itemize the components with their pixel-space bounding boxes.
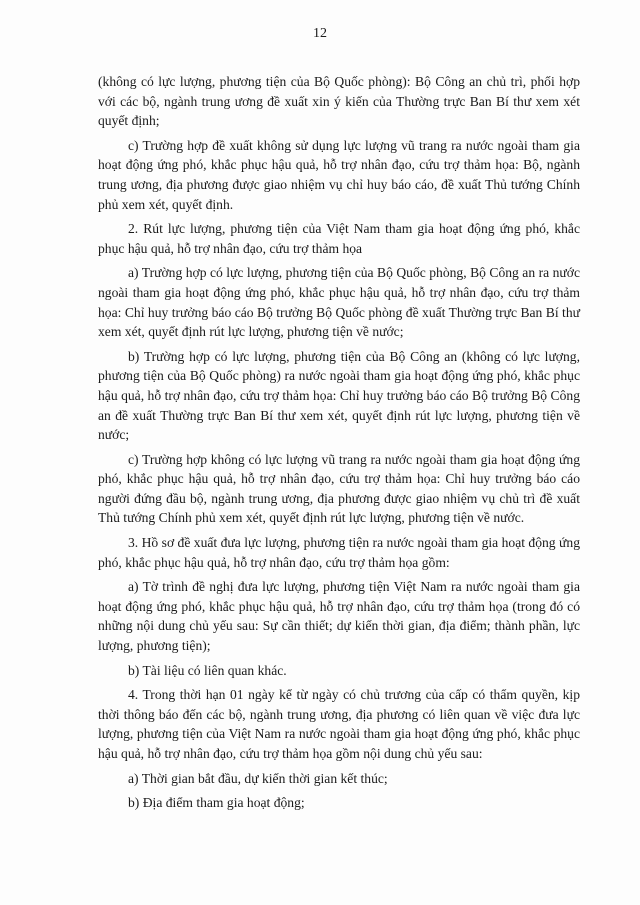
paragraph: b) Tài liệu có liên quan khác. <box>128 662 287 678</box>
section-heading: 4. Trong thời hạn 01 ngày kể từ ngày có chủ trương của cấp có thẩm quyền, kịp thời thông báo đến các bộ, ngành trung ương, địa phương có liên quan về việc đưa lực lượng, phương tiện của Việt Nam ra nước ngoài tham gia hoạt động ứng phó, khắc phục hậu quả, hỗ trợ nhân đạo, cứu trợ thảm họa gồm nội dung chủ yếu sau: <box>98 687 580 761</box>
paragraph: a) Trường hợp có lực lượng, phương tiện của Bộ Quốc phòng, Bộ Công an ra nước ngoài tham gia hoạt động ứng phó, khắc phục hậu quả, hỗ trợ nhân đạo, cứu trợ thảm họa: Chỉ huy trưởng báo cáo Bộ trưởng Bộ Quốc phòng đề xuất Thường trực Ban Bí thư xem xét, quyết định rút lực lượng, phương tiện về nước; <box>98 265 580 340</box>
page-number: 12 <box>313 26 327 41</box>
document-body <box>98 72 580 818</box>
paragraph: c) Trường hợp đề xuất không sử dụng lực lượng vũ trang ra nước ngoài tham gia hoạt động ứng phó, khắc phục hậu quả, hỗ trợ nhân đạo, cứu trợ thảm họa: Bộ, ngành trung ương, địa phương được giao nhiệm vụ chỉ huy báo cáo, đề xuất Thủ tướng Chính phủ xem xét, quyết định. <box>98 137 580 212</box>
paragraph: c) Trường hợp không có lực lượng vũ trang ra nước ngoài tham gia hoạt động ứng phó, khắc phục hậu quả, hỗ trợ nhân đạo, cứu trợ thảm họa: Chỉ huy trưởng báo cáo người đứng đầu bộ, ngành trung ương, địa phương được giao nhiệm vụ chủ trì đề xuất Thủ tướng Chính phủ xem xét, quyết định rút lực lượng, phương tiện về nước. <box>98 451 580 526</box>
paragraph: a) Thời gian bắt đầu, dự kiến thời gian kết thúc; <box>128 770 388 786</box>
paragraph: b) Trường hợp có lực lượng, phương tiện của Bộ Công an (không có lực lượng, phương tiện của Bộ Quốc phòng) ra nước ngoài tham gia hoạt động ứng phó, khắc phục hậu quả, hỗ trợ nhân đạo, cứu trợ thảm họa: Chỉ huy trưởng báo cáo Bộ trưởng Bộ Công an đề xuất Thường trực Ban Bí thư xem xét, quyết định rút lực lượng, phương tiện về nước; <box>98 348 580 443</box>
paragraph: (không có lực lượng, phương tiện của Bộ Quốc phòng): Bộ Công an chủ trì, phối hợp với các bộ, ngành trung ương đề xuất xin ý kiến của Thường trực Ban Bí thư xem xét quyết định; <box>98 74 580 129</box>
paragraph: a) Tờ trình đề nghị đưa lực lượng, phương tiện Việt Nam ra nước ngoài tham gia hoạt động ứng phó, khắc phục hậu quả, hỗ trợ nhân đạo, cứu trợ thảm họa (trong đó có những nội dung chủ yếu sau: Sự cần thiết; dự kiến thời gian, địa điểm; thành phần, lực lượng, phương tiện); <box>98 579 580 654</box>
paragraph: b) Địa điểm tham gia hoạt động; <box>128 795 305 811</box>
section-heading: 3. Hồ sơ đề xuất đưa lực lượng, phương tiện ra nước ngoài tham gia hoạt động ứng phó, khắc phục hậu quả, hỗ trợ nhân đạo, cứu trợ thảm họa gồm: <box>98 535 580 570</box>
section-heading: 2. Rút lực lượng, phương tiện của Việt Nam tham gia hoạt động ứng phó, khắc phục hậu quả, hỗ trợ nhân đạo, cứu trợ thảm họa <box>98 221 580 256</box>
